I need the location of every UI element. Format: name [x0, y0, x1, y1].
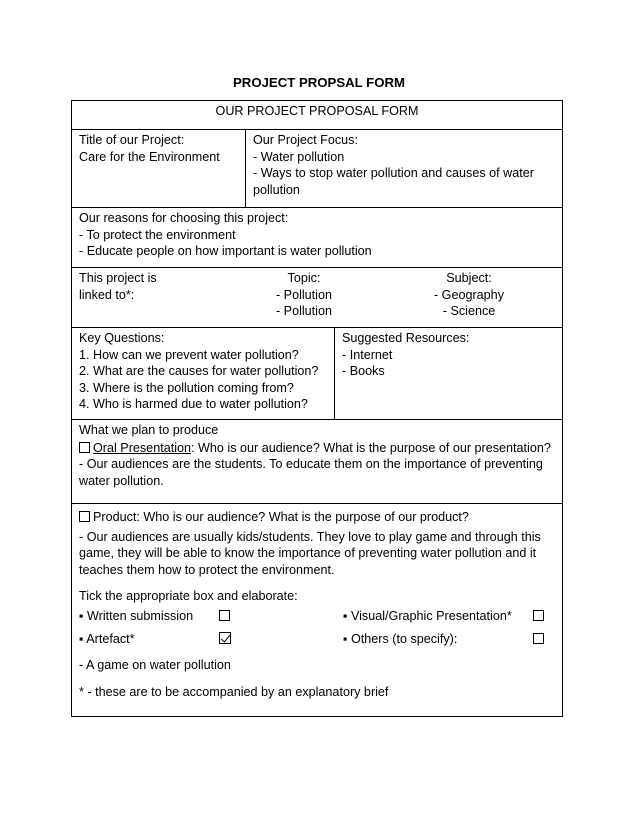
product-answer: - Our audiences are usually kids/students. They love to play game and through this game, they will be able to know the importance of preventing water pollution and it teaches them how to protect the environment.	[79, 529, 541, 577]
reasons-label: Our reasons for choosing this project:	[79, 211, 289, 225]
reasons-row	[72, 207, 562, 267]
proposal-form	[71, 100, 563, 717]
project-focus-cell	[245, 130, 562, 207]
product-row	[72, 503, 562, 716]
title-value: Care for the Environment	[79, 149, 220, 164]
linked-label: This project is	[79, 271, 157, 285]
oral-checkbox[interactable]	[79, 442, 90, 453]
page-title: PROJECT PROPSAL FORM	[233, 75, 405, 90]
project-title-cell	[72, 130, 245, 207]
subject-label: Subject:	[446, 271, 492, 285]
visual-presentation-checkbox[interactable]	[533, 610, 544, 621]
others-checkbox[interactable]	[533, 633, 544, 644]
written-submission-checkbox[interactable]	[219, 610, 230, 621]
key-questions-label: Key Questions:	[79, 331, 165, 345]
linked-row	[72, 267, 562, 327]
subject-item: - Geography	[433, 287, 504, 302]
produce-label: What we plan to produce	[79, 423, 219, 437]
oral-question: : Who is our audience? What is the purpose of our presentation?	[191, 440, 551, 455]
key-question: 2. What are the causes for water pollution?	[79, 364, 319, 379]
tick-label: Tick the appropriate box and elaborate:	[79, 589, 298, 604]
resources-cell	[334, 328, 562, 419]
artefact-checkbox-checked[interactable]	[219, 632, 231, 644]
form-header: OUR PROJECT PROPOSAL FORM	[215, 104, 419, 118]
focus-label: Our Project Focus:	[253, 133, 358, 147]
resource-item: - Books	[342, 364, 385, 379]
produce-row	[72, 419, 562, 503]
written-submission-label: ▪ Written submission	[79, 608, 194, 623]
focus-item: pollution	[253, 182, 300, 197]
title-label: Title of our Project:	[79, 133, 185, 147]
oral-answer: - Our audiences are the students. To educate them on the importance of preventing water pollution.	[79, 457, 543, 488]
topic-item: - Pollution	[275, 304, 332, 319]
focus-item: - Water pollution	[253, 149, 345, 164]
elaboration: - A game on water pollution	[79, 658, 231, 673]
focus-item: - Ways to stop water pollution and causes of water	[253, 166, 534, 181]
questions-row	[72, 327, 562, 419]
reason-item: - Educate people on how important is water pollution	[79, 244, 372, 259]
visual-presentation-label: ▪ Visual/Graphic Presentation*	[343, 608, 512, 623]
footnote: * - these are to be accompanied by an explanatory brief	[79, 684, 389, 699]
oral-presentation-label: Oral Presentation	[93, 440, 192, 455]
resource-item: - Internet	[342, 347, 393, 362]
product-question: Product: Who is our audience? What is the purpose of our product?	[93, 510, 469, 524]
others-label: ▪ Others (to specify):	[343, 631, 458, 646]
subject-item: - Science	[442, 304, 496, 319]
key-question: 4. Who is harmed due to water pollution?	[79, 397, 308, 412]
linked-label: linked to*:	[79, 287, 135, 302]
topic-label: Topic:	[287, 271, 321, 285]
topic-item: - Pollution	[275, 287, 332, 302]
key-question: 3. Where is the pollution coming from?	[79, 380, 294, 395]
key-questions-cell	[72, 328, 334, 419]
artefact-label: ▪ Artefact*	[79, 631, 135, 646]
resources-label: Suggested Resources:	[342, 331, 470, 345]
reason-item: - To protect the environment	[79, 227, 236, 242]
key-question: 1. How can we prevent water pollution?	[79, 347, 299, 362]
product-checkbox[interactable]	[79, 511, 90, 522]
title-focus-row	[72, 129, 562, 207]
